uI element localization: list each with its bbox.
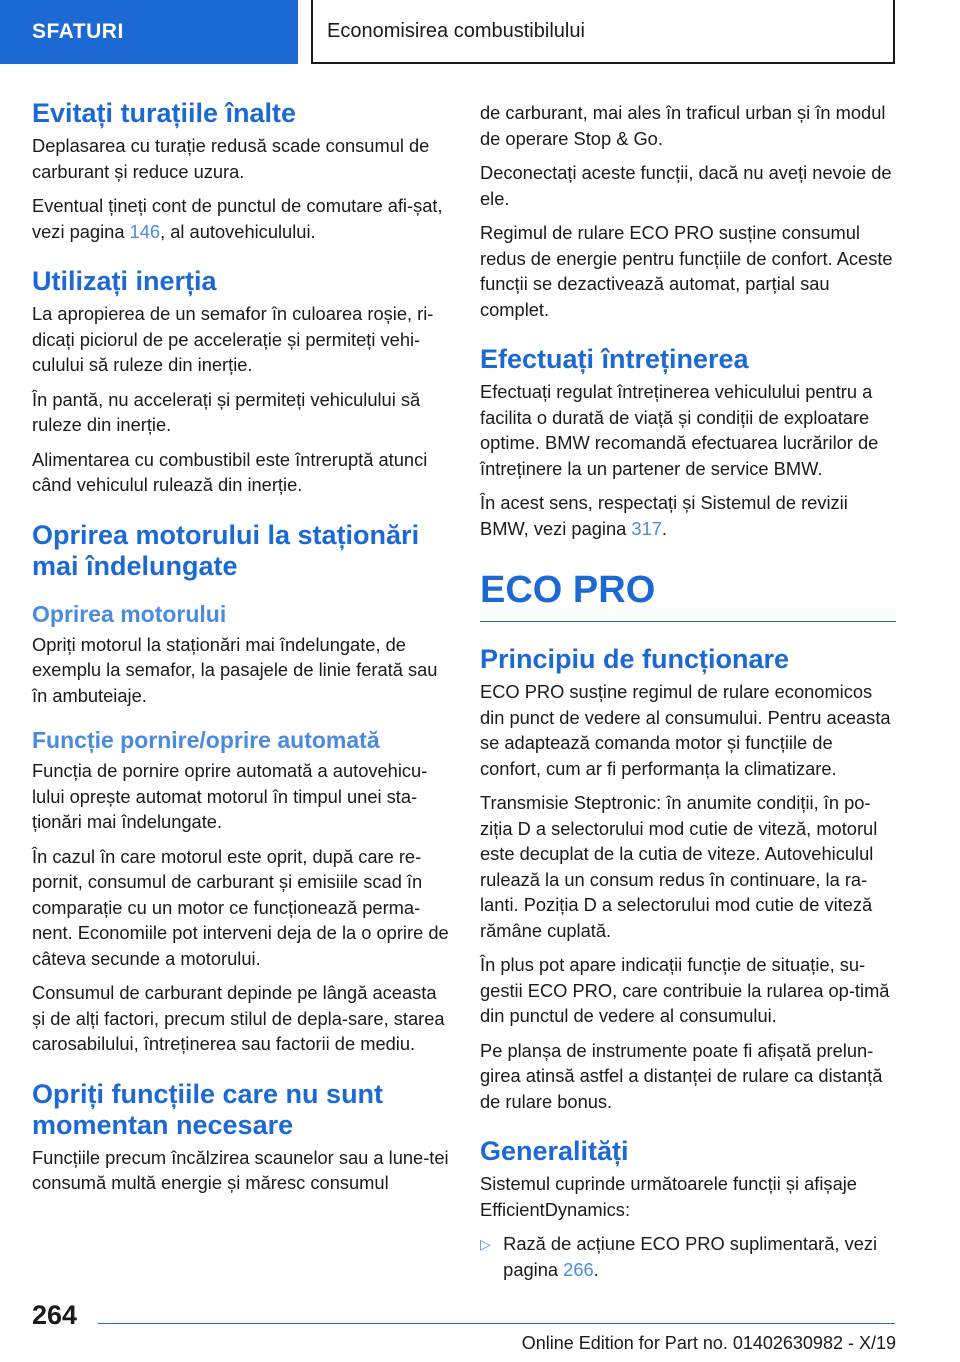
paragraph: Pe planșa de instrumente poate fi afișată prelun-girea atinsă astfel a distanței de rulare ca distanță de rulare bonus. xyxy=(480,1039,883,1112)
text: Rază de acțiune ECO PRO suplimentară, vezi pagina xyxy=(503,1233,878,1280)
paragraph: Transmisie Steptronic: în anumite condiții, în po-ziția D a selectorului mod cutie de viteză, motorul este decuplat de la cutia de viteze. Autovehiculul rulează la un consum redus în continuare, la ra-lanti. Poziția D a selectorului mod cutie de viteză rămâne cuplată. xyxy=(480,792,878,941)
text: , al autovehiculului. xyxy=(160,220,316,242)
paragraph: În cazul în care motorul este oprit, după care re-pornit, consumul de carburant și emisiile scad în comparație cu un motor ce funcționează perma-nent. Economiile pot interveni deja de la o oprire de câteva secunde a motorului. xyxy=(32,845,449,969)
paragraph: În plus pot apare indicații funcție de situație, su-gestii ECO PRO, care contribuie la rularea op-timă din punctul de vedere al consumului. xyxy=(480,954,890,1026)
heading-maintenance: Efectuați întreținerea xyxy=(480,344,749,374)
paragraph: Sistemul cuprinde următoarele funcții și afișaje EfficientDynamics: xyxy=(480,1173,857,1220)
paragraph: Deplasarea cu turație redusă scade consumul de carburant și reduce uzura. xyxy=(32,135,430,182)
subheading-engine-stop: Oprirea motorului xyxy=(32,600,227,627)
right-column xyxy=(480,100,896,1282)
paragraph: La apropierea de un semafor în culoarea roșie, ri-dicați piciorul de pe accelerație și permiteți vehi-culului să ruleze din inerție. xyxy=(32,303,434,375)
triangle-bullet-icon: ▷ xyxy=(480,1236,491,1252)
section-maintenance xyxy=(480,344,896,541)
paragraph: Alimentarea cu combustibil este întreruptă atunci când vehiculul rulează din inerție. xyxy=(32,448,428,495)
subheading-auto-start-stop: Funcție pornire/oprire automată xyxy=(32,727,380,753)
section-coasting xyxy=(32,266,450,498)
heading-eco-pro: ECO PRO xyxy=(480,567,896,622)
left-column xyxy=(32,98,450,1205)
paragraph: Funcțiile precum încălzirea scaunelor sau a lune-tei consumă multă energie și măresc consumul xyxy=(32,1146,449,1193)
paragraph xyxy=(480,490,896,541)
paragraph: În pantă, nu accelerați și permiteți vehiculului să ruleze din inerție. xyxy=(32,388,421,435)
list-item-text xyxy=(503,1231,896,1282)
paragraph: de carburant, mai ales în traficul urban și în modul de operare Stop & Go. xyxy=(480,102,886,149)
page-number: 264 xyxy=(32,1300,78,1330)
heading-avoid-high-revs: Evitați turațiile înalte xyxy=(32,98,297,128)
text: . xyxy=(593,1258,599,1280)
page-link-146[interactable]: 146 xyxy=(129,220,161,242)
section-engine-stop xyxy=(32,520,450,1057)
text: Eventual țineți cont de punctul de comutare afi-șat, vezi pagina xyxy=(32,195,443,242)
section-switch-off-functions xyxy=(32,1079,450,1196)
paragraph: Opriți motorul la staționări mai îndelungate, de exemplu la semafor, la pasajele de linie ferată sau în ambuteiaje. xyxy=(32,633,438,706)
section-high-revs xyxy=(32,98,450,244)
heading-use-inertia: Utilizați inerția xyxy=(32,266,217,296)
heading-engine-stop: Oprirea motorului la staționări mai îndelungate xyxy=(32,519,420,581)
paragraph: Efectuați regulat întreținerea vehiculului pentru a facilita o durată de viață și condiții de exploatare optime. BMW recomandă efectuarea lucrărilor de întreținere la un partener de service BMW. xyxy=(480,381,879,479)
section-eco-pro xyxy=(480,567,896,1282)
page-link-266[interactable]: 266 xyxy=(563,1258,594,1280)
heading-general: Generalități xyxy=(480,1136,629,1166)
paragraph: Regimul de rulare ECO PRO susține consumul redus de energie pentru funcțiile de confort. Aceste funcții se dezactivează automat, parțial sau complet. xyxy=(480,222,893,320)
page-link-317[interactable]: 317 xyxy=(631,517,662,539)
footer-edition: Online Edition for Part no. 01402630982 - X/19 xyxy=(521,1333,896,1353)
heading-switch-off-functions: Opriți funcțiile care nu sunt momentan necesare xyxy=(32,1078,384,1140)
paragraph: ECO PRO susține regimul de rulare economicos din punct de vedere al consumului. Pentru aceasta se adaptează comanda motor și funcțiile de confort, cum ar fi performanța la climatizare. xyxy=(480,681,891,779)
header-chapter-title: Economisirea combustibilului xyxy=(311,0,895,64)
heading-operating-principle: Principiu de funcționare xyxy=(480,644,790,674)
paragraph: Consumul de carburant depinde pe lângă aceasta și de alți factori, precum stilul de depla-sare, starea carosabilului, întreținerea sau factorii de mediu. xyxy=(32,982,445,1054)
paragraph: Deconectați aceste funcții, dacă nu aveți nevoie de ele. xyxy=(480,162,892,209)
paragraph xyxy=(32,193,450,244)
paragraph: Funcția de pornire oprire automată a autovehicu-lului oprește automat motorul în timpul unei sta-ționări mai îndelungate. xyxy=(32,760,428,832)
list-item xyxy=(480,1231,896,1282)
text: În acest sens, respectați și Sistemul de revizii BMW, vezi pagina xyxy=(480,492,848,539)
footer-divider xyxy=(98,1323,895,1324)
text: . xyxy=(661,517,668,539)
header-section-label: SFATURI xyxy=(0,0,298,64)
